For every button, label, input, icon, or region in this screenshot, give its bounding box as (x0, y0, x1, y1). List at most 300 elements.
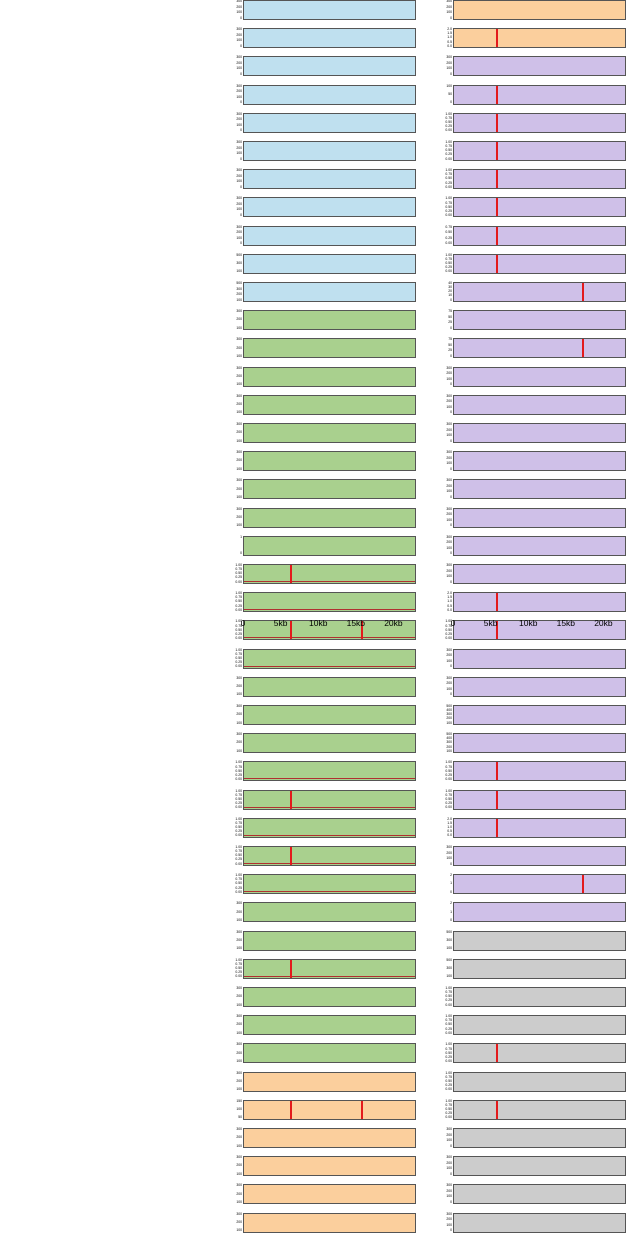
y-tick-label: 100 (446, 574, 452, 579)
y-tick-label: 300 (236, 309, 242, 314)
y-tick-label: 150 (236, 1098, 242, 1103)
y-tick-label: 400 (446, 708, 452, 713)
y-tick-label: 0.00 (235, 579, 242, 584)
y-tick-label: 2.0 (447, 816, 452, 821)
track-area (454, 1129, 625, 1147)
y-tick-label: 0.50 (445, 120, 452, 125)
y-tick-label: 200 (236, 230, 242, 235)
y-tick-label: 300 (446, 450, 452, 455)
y-tick-label: 0.25 (445, 772, 452, 777)
y-tick-label: 300 (236, 83, 242, 88)
panel-left (243, 423, 416, 443)
track-row (0, 165, 630, 193)
panel-left (243, 677, 416, 697)
y-axis-right (437, 927, 453, 955)
y-tick-label: 0.00 (445, 241, 452, 246)
y-tick-label: 0.75 (235, 792, 242, 797)
track-row (0, 1068, 630, 1096)
y-tick-label: 300 (446, 422, 452, 426)
y-tick-label: 0.00 (235, 607, 242, 612)
y-axis-left (227, 1180, 243, 1208)
y-tick-label: 0 (450, 100, 452, 105)
y-axis-left (227, 391, 243, 419)
panel-left (243, 536, 416, 556)
y-tick-label: 100 (446, 720, 452, 725)
y-tick-label: 300 (236, 1155, 242, 1160)
y-tick-label: 200 (446, 653, 452, 658)
track-area (454, 932, 625, 950)
x-axis-right (450, 618, 626, 636)
data-spike (290, 565, 292, 583)
y-tick-label: 100 (236, 748, 242, 753)
track-area (454, 650, 625, 668)
y-tick-label: 0.25 (445, 265, 452, 270)
baseline (244, 807, 415, 808)
y-tick-label: 100 (446, 376, 452, 381)
y-tick-label: 200 (236, 201, 242, 206)
panel-right (453, 1043, 626, 1063)
track-area (244, 396, 415, 414)
y-axis-right (437, 842, 453, 870)
y-tick-label: 75 (448, 337, 452, 342)
panel-right (453, 931, 626, 951)
panel-right (453, 169, 626, 189)
y-tick-label: 1.00 (235, 760, 242, 765)
y-axis-left (227, 419, 243, 447)
track-row (0, 842, 630, 870)
y-tick-label: 200 (236, 909, 242, 914)
track-area (454, 170, 625, 188)
y-tick-label: 300 (446, 1155, 452, 1160)
y-tick-label: 0.00 (445, 156, 452, 161)
y-axis-right (437, 588, 453, 616)
y-tick-label: 100 (446, 66, 452, 71)
panel-right (453, 761, 626, 781)
y-tick-label: 0.00 (445, 1087, 452, 1092)
panel-right (453, 1156, 626, 1176)
y-axis-right (437, 165, 453, 193)
y-tick-label: 0.25 (445, 1083, 452, 1088)
baseline (244, 976, 415, 977)
y-tick-label: 200 (446, 60, 452, 65)
y-tick-label: 300 (236, 478, 242, 483)
y-tick-label: 0.25 (445, 631, 452, 636)
track-area (244, 1016, 415, 1034)
y-tick-label: 0.25 (235, 801, 242, 806)
y-tick-label: 1.00 (445, 788, 452, 793)
y-tick-label: 1.00 (235, 845, 242, 849)
x-tick-label: 15kb (346, 618, 366, 628)
y-tick-label: 300 (236, 732, 242, 737)
y-tick-label: 200 (446, 568, 452, 573)
y-tick-label: 300 (236, 1211, 242, 1216)
y-tick-label: 200 (236, 684, 242, 689)
y-axis-right (437, 278, 453, 306)
y-tick-label: 40 (448, 281, 452, 285)
x-tick-label: 20kb (384, 618, 403, 628)
y-axis-right (437, 1152, 453, 1180)
y-tick-label: 300 (236, 704, 242, 708)
y-tick-label: 0 (450, 15, 452, 20)
y-tick-label: 100 (236, 94, 242, 99)
y-tick-label: 0.50 (445, 1107, 452, 1112)
track-area (244, 932, 415, 950)
y-tick-label: 0 (450, 438, 452, 443)
data-spike (582, 875, 584, 893)
data-spike (496, 170, 498, 188)
y-tick-label: 200 (446, 4, 452, 9)
y-tick-label: 100 (236, 1107, 242, 1112)
y-tick-label: 300 (236, 901, 242, 906)
panel-left (243, 479, 416, 499)
y-tick-label: 1.00 (445, 111, 452, 116)
y-axis-left (227, 1011, 243, 1039)
y-tick-label: 0.00 (445, 776, 452, 781)
data-spike (582, 339, 584, 357)
y-axis-right (437, 504, 453, 532)
y-tick-label: 100 (236, 946, 242, 951)
y-tick-label: 500 (446, 704, 452, 708)
track-area (454, 1157, 625, 1175)
track-area (244, 424, 415, 442)
y-tick-label: 1.0 (447, 35, 452, 40)
y-axis-right (437, 1039, 453, 1067)
track-row (0, 447, 630, 475)
track-area (244, 706, 415, 724)
y-tick-label: 0.00 (235, 635, 242, 640)
y-tick-label: 1.00 (445, 168, 452, 173)
y-axis-right (437, 334, 453, 362)
y-tick-label: 0.00 (235, 833, 242, 838)
track-area (454, 706, 625, 724)
track-area (244, 847, 415, 865)
track-row (0, 870, 630, 898)
y-axis-left (227, 898, 243, 926)
track-area (454, 396, 625, 414)
y-tick-label: 100 (236, 269, 242, 274)
y-tick-label: 100 (236, 466, 242, 471)
track-area (454, 1073, 625, 1091)
y-axis-right (437, 729, 453, 757)
y-axis-left (227, 504, 243, 532)
y-tick-label: 1 (240, 534, 242, 539)
data-spike (496, 142, 498, 160)
y-tick-label: 200 (236, 712, 242, 717)
y-tick-label: 30 (448, 285, 452, 290)
y-axis-left (227, 1068, 243, 1096)
panel-left (243, 1100, 416, 1120)
y-tick-label: 100 (236, 297, 242, 302)
y-tick-label: 0.00 (445, 1030, 452, 1035)
y-tick-label: 200 (446, 681, 452, 686)
track-row (0, 983, 630, 1011)
y-axis-right (437, 137, 453, 165)
track-row (0, 363, 630, 391)
y-tick-label: 1.00 (445, 1070, 452, 1075)
panel-left (243, 1128, 416, 1148)
y-tick-label: 200 (446, 427, 452, 432)
y-axis-right (437, 532, 453, 560)
y-tick-label: 0 (450, 494, 452, 499)
y-tick-label: 100 (236, 179, 242, 184)
y-tick-label: 300 (236, 111, 242, 116)
y-tick-label: 100 (236, 353, 242, 358)
y-tick-label: 100 (236, 1143, 242, 1148)
y-tick-label: 200 (236, 1078, 242, 1083)
panel-right (453, 790, 626, 810)
panel-left (243, 141, 416, 161)
track-area (454, 1214, 625, 1232)
panel-right (453, 959, 626, 979)
y-tick-label: 100 (446, 1138, 452, 1143)
data-spike (496, 791, 498, 809)
baseline (244, 863, 415, 864)
y-axis-left (227, 955, 243, 983)
y-tick-label: 50 (448, 91, 452, 96)
y-axis-right (437, 786, 453, 814)
y-tick-label: 0 (450, 1199, 452, 1204)
y-tick-label: 0.25 (445, 1054, 452, 1059)
y-tick-label: 200 (236, 373, 242, 378)
y-tick-label: 0 (240, 15, 242, 20)
y-axis-left (227, 363, 243, 391)
panel-right (453, 141, 626, 161)
data-spike (496, 227, 498, 245)
y-tick-label: 1.00 (445, 196, 452, 201)
y-tick-label: 200 (236, 1022, 242, 1027)
y-tick-label: 0 (450, 664, 452, 669)
y-tick-label: 100 (446, 489, 452, 494)
panel-right (453, 282, 626, 302)
y-tick-label: 0.00 (235, 889, 242, 894)
y-tick-label: 20 (448, 289, 452, 294)
y-axis-left (227, 24, 243, 52)
y-tick-label: 0 (240, 100, 242, 105)
y-tick-label: 0.50 (445, 768, 452, 773)
y-tick-label: 0 (450, 579, 452, 584)
panel-left (243, 846, 416, 866)
y-tick-label: 100 (446, 83, 452, 88)
y-tick-label: 0.00 (445, 1002, 452, 1007)
y-tick-label: 25 (448, 348, 452, 353)
y-tick-label: 200 (236, 173, 242, 178)
track-area (454, 988, 625, 1006)
y-axis-left (227, 1152, 243, 1180)
y-axis-left (227, 250, 243, 278)
track-row (0, 955, 630, 983)
track-area (244, 537, 415, 555)
track-area (244, 1044, 415, 1062)
panel-left (243, 169, 416, 189)
data-spike (496, 198, 498, 216)
y-tick-label: 100 (236, 38, 242, 43)
y-axis-right (437, 222, 453, 250)
y-tick-label: 0.50 (235, 571, 242, 576)
panel-right (453, 451, 626, 471)
panel-left (243, 310, 416, 330)
y-tick-label: 0.50 (445, 176, 452, 181)
track-area (454, 565, 625, 583)
y-tick-label: 1.00 (235, 619, 242, 624)
panel-left (243, 1015, 416, 1035)
track-area (454, 339, 625, 357)
y-tick-label: 200 (236, 937, 242, 942)
y-tick-label: 0.25 (445, 801, 452, 806)
track-row (0, 1096, 630, 1124)
y-tick-label: 10 (448, 293, 452, 298)
track-area (454, 1, 625, 19)
y-tick-label: 0 (450, 551, 452, 556)
y-tick-label: 0.00 (235, 861, 242, 866)
y-tick-label: 0.75 (235, 877, 242, 882)
data-spike (496, 29, 498, 47)
y-tick-label: 300 (236, 261, 242, 266)
panel-left (243, 113, 416, 133)
baseline (244, 835, 415, 836)
data-spike (496, 1044, 498, 1062)
y-tick-label: 0 (450, 353, 452, 358)
data-spike (496, 1101, 498, 1119)
y-tick-label: 2.0 (447, 591, 452, 596)
track-area (244, 593, 415, 611)
data-spike (496, 762, 498, 780)
y-tick-label: 0 (450, 410, 452, 415)
track-area (244, 1073, 415, 1091)
y-tick-label: 300 (446, 365, 452, 370)
y-axis-right (437, 0, 453, 24)
panel-right (453, 677, 626, 697)
track-area (244, 1129, 415, 1147)
panel-right (453, 113, 626, 133)
panel-left (243, 564, 416, 584)
track-area (454, 1101, 625, 1119)
track-area (454, 847, 625, 865)
baseline (244, 581, 415, 582)
y-tick-label: 100 (446, 974, 452, 979)
y-tick-label: 1.00 (235, 591, 242, 596)
y-tick-label: 300 (236, 168, 242, 173)
track-row (0, 1152, 630, 1180)
panel-right (453, 705, 626, 725)
y-axis-left (227, 306, 243, 334)
y-tick-label: 0.25 (235, 829, 242, 834)
y-axis-right (437, 52, 453, 80)
y-axis-right (437, 701, 453, 729)
y-tick-label: 300 (236, 1042, 242, 1047)
track-area (244, 142, 415, 160)
y-axis-left (227, 645, 243, 673)
y-axis-left (227, 165, 243, 193)
y-tick-label: 400 (446, 736, 452, 741)
y-tick-label: 1.00 (445, 986, 452, 990)
panel-left (243, 1072, 416, 1092)
track-row (0, 306, 630, 334)
panel-right (453, 592, 626, 612)
y-tick-label: 300 (236, 450, 242, 455)
y-tick-label: 200 (446, 371, 452, 376)
panel-left (243, 367, 416, 387)
y-tick-label: 100 (236, 66, 242, 71)
y-tick-label: 300 (236, 393, 242, 398)
track-row (0, 1124, 630, 1152)
y-axis-right (437, 560, 453, 588)
track-area (454, 875, 625, 893)
y-tick-label: 300 (446, 675, 452, 680)
y-tick-label: 0.75 (445, 792, 452, 797)
panel-right (453, 197, 626, 217)
y-tick-label: 0.50 (235, 796, 242, 801)
panel-right (453, 987, 626, 1007)
y-axis-right (437, 983, 453, 1011)
panel-left (243, 197, 416, 217)
y-tick-label: 0.50 (235, 853, 242, 858)
y-tick-label: 1.00 (445, 1098, 452, 1103)
panel-right (453, 56, 626, 76)
y-tick-label: 0.75 (445, 256, 452, 261)
y-tick-label: 0.00 (235, 776, 242, 781)
track-area (454, 452, 625, 470)
y-tick-label: 100 (446, 461, 452, 466)
track-row (0, 222, 630, 250)
track-area (454, 678, 625, 696)
y-tick-label: 0.75 (235, 961, 242, 966)
track-area (454, 283, 625, 301)
panel-left (243, 649, 416, 669)
track-row (0, 1209, 630, 1237)
y-tick-label: 300 (446, 534, 452, 539)
track-row (0, 814, 630, 842)
panel-right (453, 0, 626, 20)
y-axis-left (227, 222, 243, 250)
y-tick-label: 0.0 (447, 43, 452, 48)
y-axis-left (227, 109, 243, 137)
y-tick-label: 100 (236, 1058, 242, 1063)
track-row (0, 278, 630, 306)
y-axis-left (227, 1039, 243, 1067)
y-axis-right (437, 673, 453, 701)
y-tick-label: 0.75 (445, 224, 452, 229)
panel-left (243, 874, 416, 894)
panel-left (243, 931, 416, 951)
y-tick-label: 300 (236, 286, 242, 291)
y-tick-label: 0 (450, 466, 452, 471)
panel-right (453, 874, 626, 894)
y-tick-label: 200 (236, 1050, 242, 1055)
baseline (244, 609, 415, 610)
y-axis-left (227, 334, 243, 362)
y-tick-label: 200 (446, 744, 452, 749)
y-tick-label: 0.75 (445, 172, 452, 177)
track-row (0, 137, 630, 165)
track-row (0, 504, 630, 532)
y-tick-label: 25 (448, 320, 452, 325)
y-tick-label: 0 (240, 184, 242, 189)
x-tick-label: 15kb (556, 618, 576, 628)
y-tick-label: 0.75 (235, 595, 242, 600)
y-tick-label: 0 (240, 551, 242, 556)
y-tick-label: 0.50 (235, 627, 242, 632)
y-axis-left (227, 1209, 243, 1237)
y-tick-label: 100 (446, 1194, 452, 1199)
y-tick-label: 200 (236, 345, 242, 350)
y-tick-label: 0.25 (235, 857, 242, 862)
y-axis-right (437, 447, 453, 475)
y-tick-label: 0.75 (445, 623, 452, 628)
y-tick-label: 200 (446, 1188, 452, 1193)
y-tick-label: 1.00 (235, 647, 242, 652)
y-axis-right (437, 193, 453, 221)
y-axis-right (437, 955, 453, 983)
